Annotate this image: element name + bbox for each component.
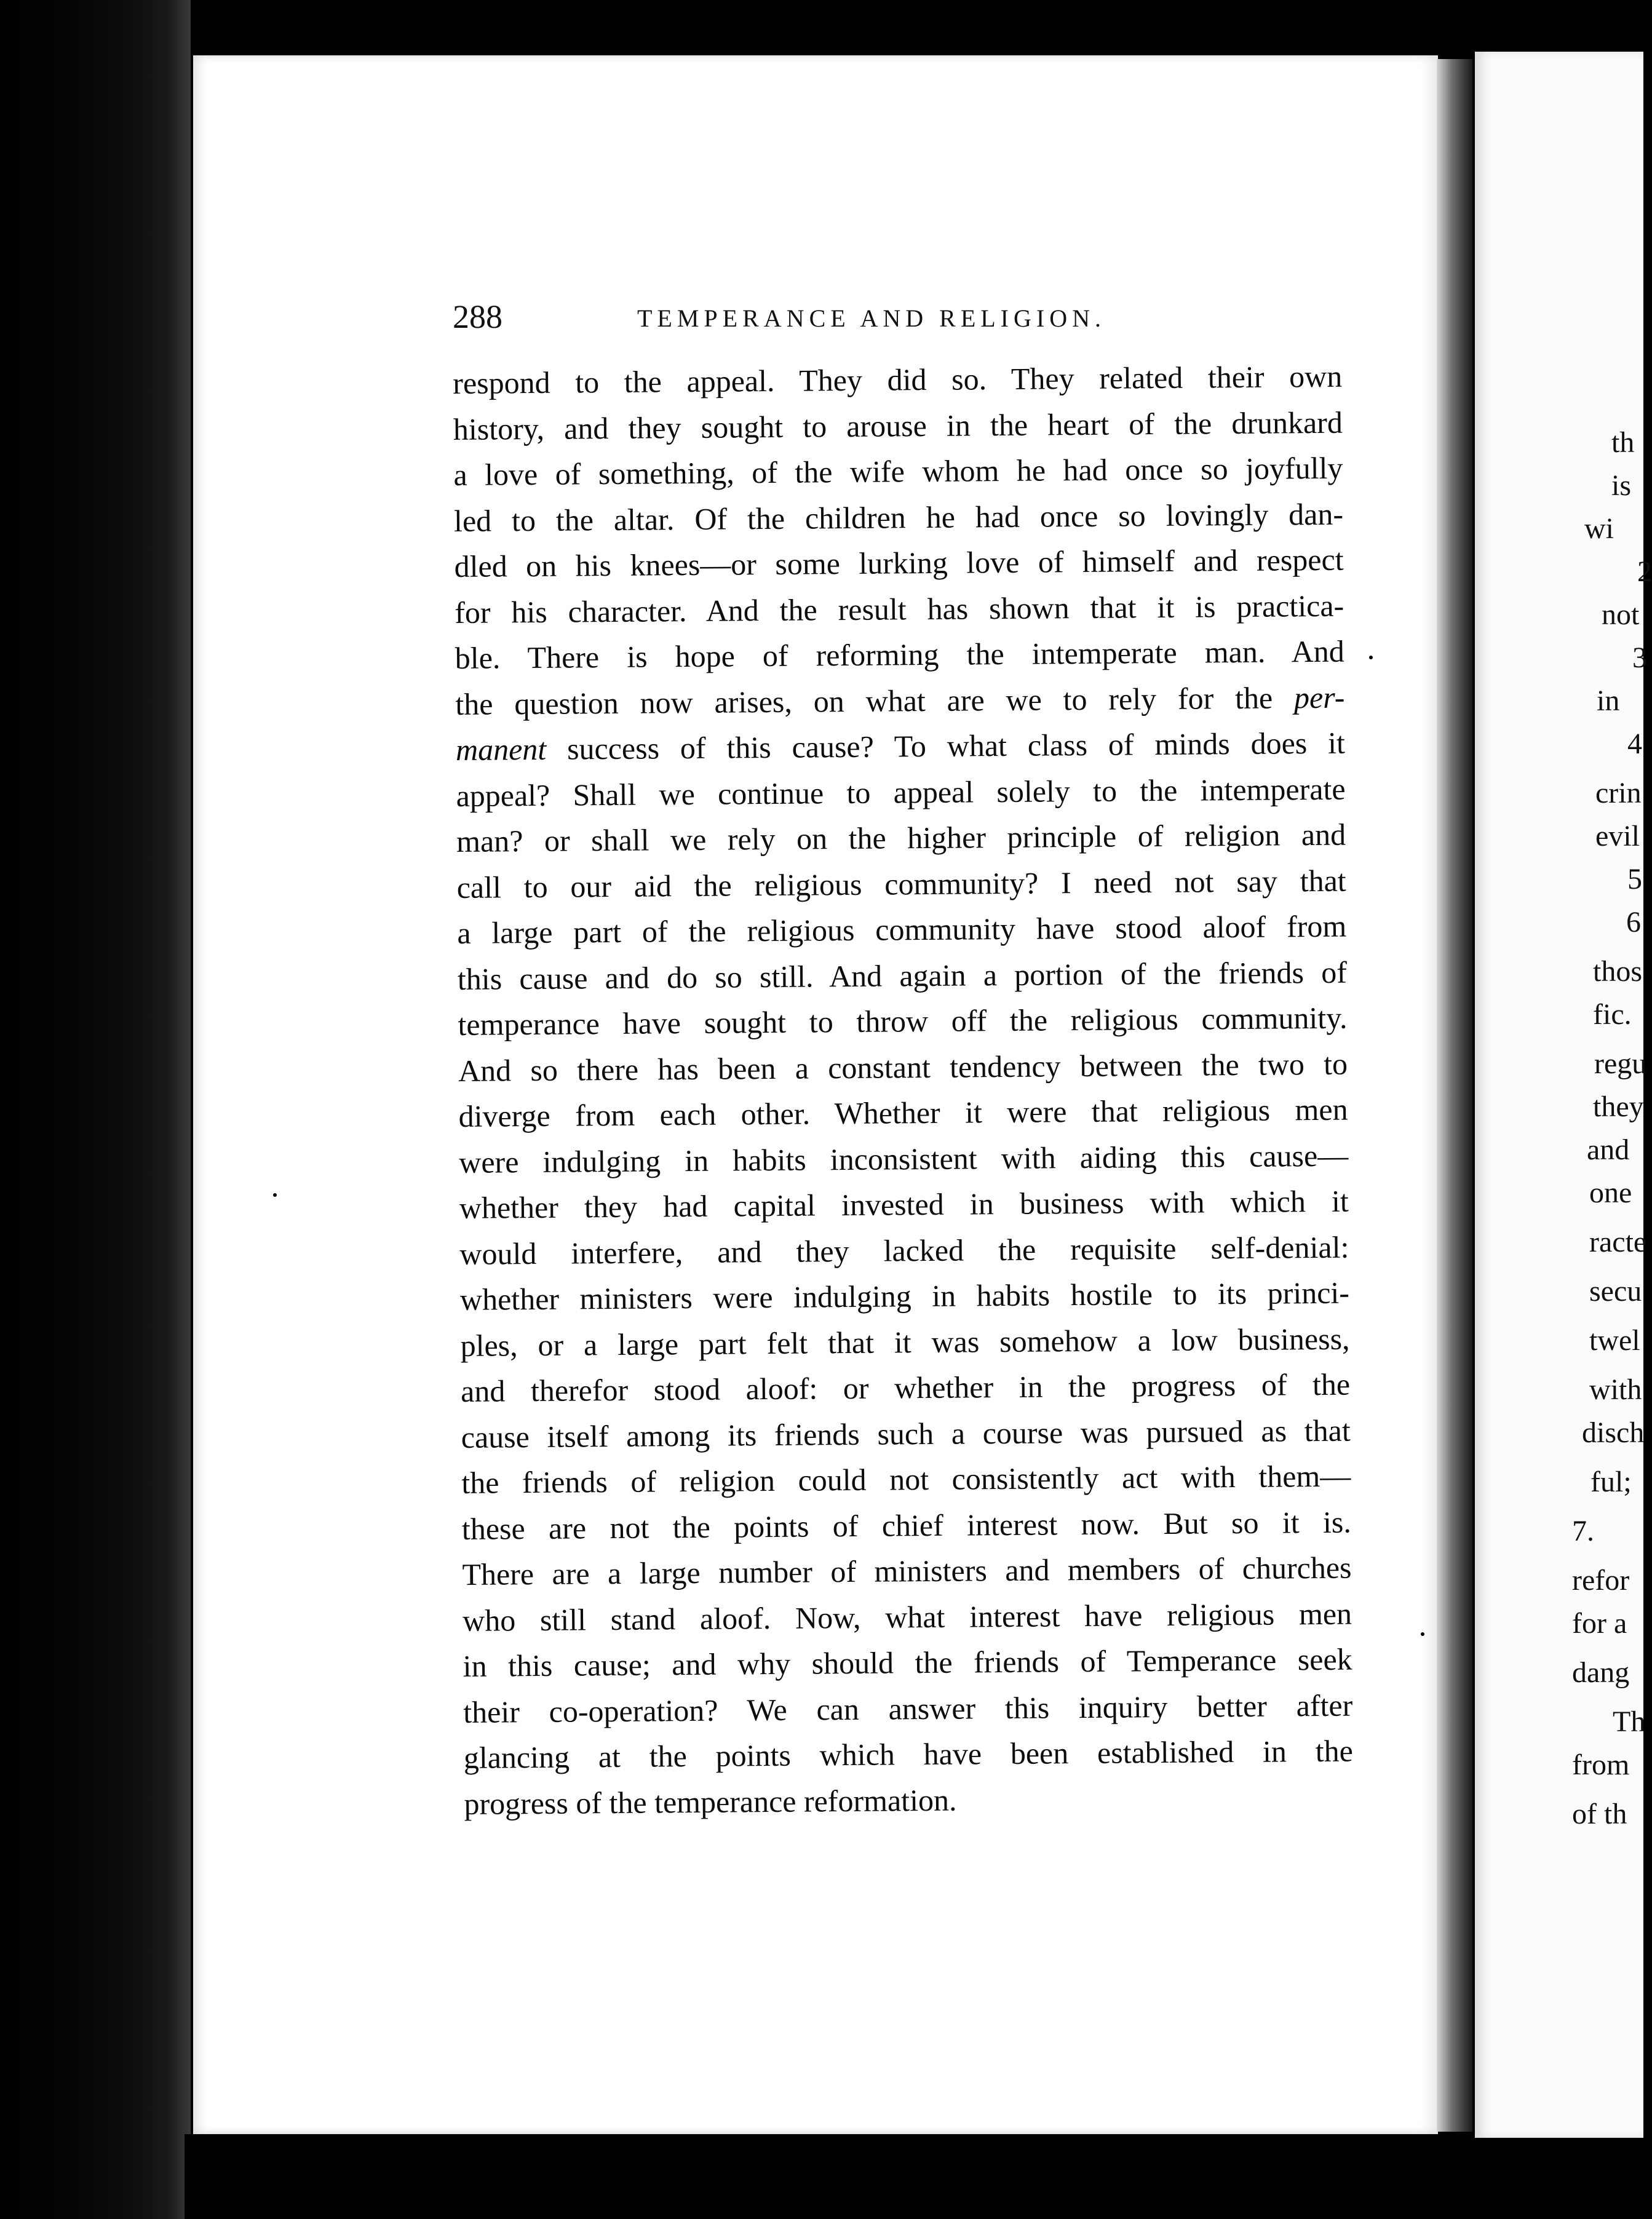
text-line [460,1316,1350,1368]
line-text: and therefor stood aloof: or whether in the progress of the [460,1367,1351,1408]
line-text: the friends of religion could not consistently act with them— [461,1458,1351,1500]
facing-page-line: crin [1595,777,1642,809]
line-text: dled on his knees—or some lurking love of himself and respect [454,542,1344,584]
text-line [460,1270,1350,1323]
facing-page-line: and [1587,1133,1630,1166]
running-head [453,295,1375,344]
text-line [458,995,1348,1048]
line-text: these are not the points of chief interest now. But so it is. [461,1504,1352,1546]
facing-page-line: fic. [1593,998,1632,1031]
text-line [456,720,1346,773]
text-line [463,1590,1352,1643]
facing-page-line: one [1589,1177,1632,1209]
line-text: a love of something, of the wife whom he had once so joyfully [453,450,1343,492]
facing-page-line: 3 [1632,641,1647,674]
facing-page-line: evil [1595,820,1640,852]
text-line [458,949,1348,1002]
body-text [453,354,1354,1827]
line-text: whether they had capital invested in business with which it [459,1183,1349,1225]
facing-page-line: ful; [1590,1466,1632,1498]
text-line [461,1407,1351,1460]
text-line [456,812,1346,865]
line-text: whether ministers were indulging in habits hostile to its princi- [459,1275,1350,1317]
line-text: their co-operation? We can answer this inquiry better after [463,1688,1353,1729]
facing-page-line: of th [1572,1798,1627,1830]
facing-page-line: in [1597,685,1620,717]
line-text: temperance have sought to throw off the religious community. [458,1000,1348,1042]
facing-page-line: regu [1594,1047,1647,1080]
facing-page-line: twel [1589,1324,1640,1357]
facing-page-line: racte [1589,1226,1647,1258]
line-text: ble. There is hope of reforming the intemperate man. And [455,633,1344,675]
book-gutter [0,0,191,2219]
text-line [462,1545,1352,1598]
text-line [459,1178,1349,1231]
facing-page-line: secu [1589,1275,1642,1308]
text-line [455,674,1345,727]
scan-bottom-shadow [185,2134,1643,2219]
facing-page-line: Th [1613,1705,1646,1738]
facing-page-line: dang [1572,1656,1630,1689]
line-text: ples, or a large part felt that it was somehow a low business, [460,1321,1350,1363]
facing-page-line: 2 [1637,555,1652,588]
facing-page-line: 4 [1627,728,1642,760]
text-line [463,1637,1352,1689]
text-line [455,629,1345,681]
text-line [455,582,1344,635]
facing-page-line: for a [1572,1607,1627,1640]
text-line [454,491,1344,544]
page-fold-edge [1437,59,1472,2132]
facing-page-line: not [1602,598,1640,631]
text-line [464,1774,1354,1827]
italic-text: per- [1293,680,1345,715]
facing-page-line: they [1593,1090,1644,1123]
scan-speck [1421,1632,1424,1636]
facing-page-line: with [1589,1373,1642,1406]
scan-speck [273,1193,277,1197]
text-line [458,1041,1348,1094]
line-text: call to our aid the religious community? I need not say that [456,863,1346,905]
page-number: 288 [453,298,502,335]
text-line [453,445,1343,498]
line-text: There are a large number of ministers and members of churches [462,1550,1352,1592]
text-line [453,399,1343,452]
facing-page-line: th [1611,426,1635,459]
text-line [453,354,1343,407]
italic-text: manent [455,731,547,767]
text-line [461,1362,1351,1415]
scan-speck [1369,656,1373,659]
line-text: diverge from each other. Whether it were that religious men [458,1092,1348,1133]
line-text: this cause and do so still. And again a portion of the friends of [457,955,1348,996]
text-line [458,1087,1348,1140]
text-line [462,1499,1352,1552]
text-line [464,1728,1354,1781]
facing-page-line: refor [1572,1564,1630,1597]
line-text: would interfere, and they lacked the requisite self-denial: [459,1229,1349,1271]
line-text: a large part of the religious community have stood aloof from [457,908,1347,950]
line-text: for his character. And the result has shown that it is practica- [454,588,1344,630]
text-line [454,537,1344,590]
text-line [463,1682,1353,1735]
line-text: the question now arises, on what are we to rely for the [455,680,1295,721]
line-text: who still stand aloof. Now, what interest have religious men [462,1596,1352,1638]
line-text: success of this cause? To what class of minds does it [546,725,1346,766]
facing-page-line: 6 [1626,906,1641,939]
facing-page [1475,52,1652,2138]
text-line [459,1224,1349,1277]
line-text: appeal? Shall we continue to appeal solely to the intemperate [456,771,1346,813]
line-text: And so there has been a constant tendency between the two to [458,1046,1348,1088]
facing-page-line: 5 [1627,863,1642,895]
line-text: glancing at the points which have been established in the [463,1733,1354,1775]
facing-page-line: from [1572,1749,1630,1781]
line-text: led to the altar. Of the children he had once so lovingly dan- [453,496,1344,538]
line-text: cause itself among its friends such a course was pursued as that [461,1413,1351,1455]
facing-page-line: disch [1582,1416,1645,1449]
line-text: history, and they sought to arouse in the heart of the drunkard [453,405,1343,447]
facing-page-line: wi [1584,512,1614,545]
line-text: respond to the appeal. They did so. They related their own [453,359,1343,400]
line-text: progress of the temperance reformation. [464,1782,957,1821]
running-title: TEMPERANCE AND RELIGION. [637,304,1106,332]
facing-page-line: 7. [1572,1515,1594,1547]
facing-page-line: is [1611,469,1632,502]
text-line [456,857,1346,910]
text-line [461,1453,1351,1506]
text-line [459,1132,1349,1185]
facing-page-line: thos [1593,955,1643,988]
line-text: were indulging in habits inconsistent with aiding this cause— [459,1138,1349,1180]
line-text: man? or shall we rely on the higher principle of religion and [456,817,1346,859]
text-line [457,903,1347,956]
text-line [456,766,1346,819]
line-text: in this cause; and why should the friends of Temperance seek [463,1641,1352,1683]
